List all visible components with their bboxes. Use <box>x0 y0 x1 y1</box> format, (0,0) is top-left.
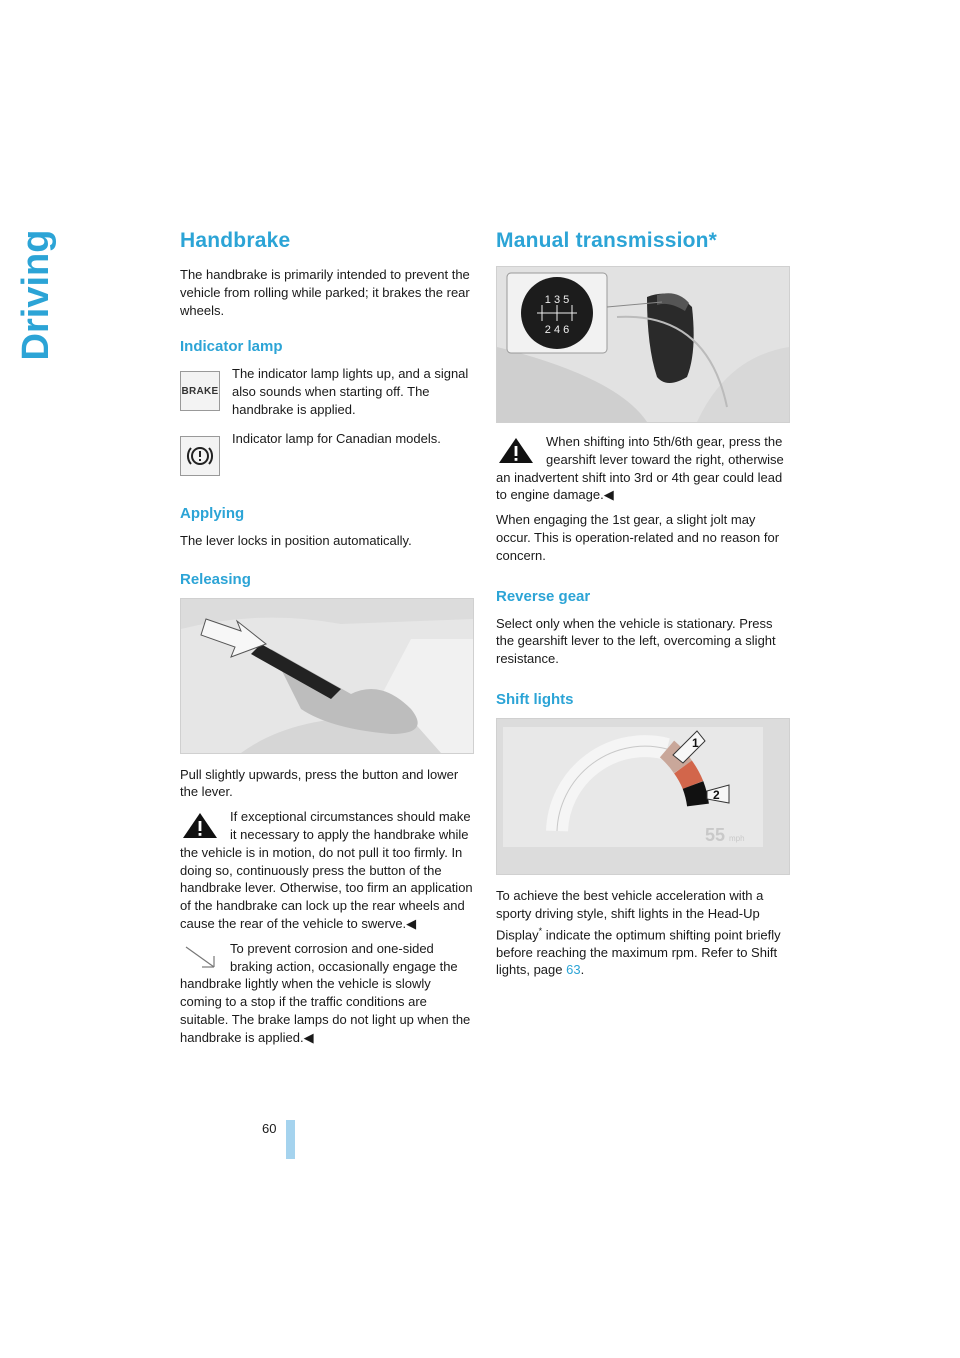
shift-lights-page-link[interactable]: 63 <box>566 962 581 978</box>
handbrake-note-text: To prevent corrosion and one-sided braking action, occasionally engage the handbrake lightly when the vehicle is slowly coming to a stop if the traffic conditions are suitable. The brake lamps do not light up when the handbrake is applied.◀ <box>180 940 471 1045</box>
shift-text-a: To achieve the best vehicle acceleration with a sporty driving style, shift lights in the Head-Up Display <box>496 887 764 942</box>
releasing-text: Pull slightly upwards, press the button and lower the lever. <box>180 766 459 800</box>
left-column <box>180 228 476 1054</box>
handbrake-warning <box>180 808 476 933</box>
brake-lamp-row <box>180 365 476 425</box>
brake-lamp-text: The indicator lamp lights up, and a signal also sounds when starting off. The handbrake is applied. <box>232 366 469 417</box>
warning-triangle-icon <box>180 810 220 840</box>
applying-text: The lever locks in position automatically. <box>180 532 412 548</box>
reverse-gear-text: Select only when the vehicle is stationary. Press the gearshift lever to the left, overcoming a slight resistance. <box>496 615 776 667</box>
canadian-lamp-row <box>180 430 476 476</box>
handbrake-illustration <box>180 598 474 754</box>
brake-indicator-icon <box>180 371 220 411</box>
shift-lights-hud-illustration <box>496 718 790 875</box>
page-number: 60 <box>262 1121 277 1136</box>
handbrake-warning-text: If exceptional circumstances should make it necessary to apply the handbrake while the vehicle is in motion, do not pull it too firmly. In doing so, continuously press the button of the handbrake lever. Otherwise, too firm an application of the handbrake can lock up the rear wheels and cause the rear of the vehicle to swerve.◀ <box>180 809 473 931</box>
brake-lamp-label: BRAKE <box>181 385 219 397</box>
manual-transmission-heading: Manual transmission* <box>496 229 718 252</box>
shift-lights-text <box>496 887 792 979</box>
gearshift-illustration <box>496 266 790 423</box>
note-arrow-icon <box>180 942 220 972</box>
first-gear-text: When engaging the 1st gear, a slight jolt may occur. This is operation-related and no reason for concern. <box>496 512 780 563</box>
indicator-lamp-heading: Indicator lamp <box>180 338 283 356</box>
canadian-brake-indicator-icon <box>180 436 220 476</box>
gear-pattern-top: 1 3 5 <box>544 294 570 306</box>
callout-1: 1 <box>692 735 699 750</box>
right-column <box>496 228 792 986</box>
gearshift-warning-text: When shifting into 5th/6th gear, press the gearshift lever toward the right, otherwise an inadvertent shift into 3rd or 4th gear could lead to engine damage.◀ <box>496 434 784 503</box>
shift-text-c: . <box>580 962 585 978</box>
shift-text-b: indicate the optimum shifting point briefly before reaching the maximum rpm. Refer to Shift lights, page <box>496 926 781 978</box>
hud-unit: mph <box>729 833 745 843</box>
chapter-side-title <box>0 220 60 370</box>
canadian-lamp-text: Indicator lamp for Canadian models. <box>232 430 441 446</box>
option-star: * <box>538 925 543 936</box>
handbrake-note <box>180 940 476 1047</box>
hud-speed: 55 <box>705 824 726 845</box>
reverse-gear-heading: Reverse gear <box>496 587 591 605</box>
callout-2: 2 <box>713 787 720 802</box>
chapter-title-text: Driving <box>15 229 57 361</box>
page-bar <box>286 1120 295 1159</box>
warning-triangle-icon <box>496 435 536 465</box>
shift-lights-heading: Shift lights <box>496 690 574 708</box>
releasing-heading: Releasing <box>180 570 251 588</box>
gearshift-warning <box>496 433 792 504</box>
applying-heading: Applying <box>180 504 245 522</box>
handbrake-intro: The handbrake is primarily intended to prevent the vehicle from rolling while parked; it brakes the rear wheels. <box>180 267 470 318</box>
gear-pattern-bottom: 2 4 6 <box>544 324 570 336</box>
handbrake-heading: Handbrake <box>180 229 291 252</box>
